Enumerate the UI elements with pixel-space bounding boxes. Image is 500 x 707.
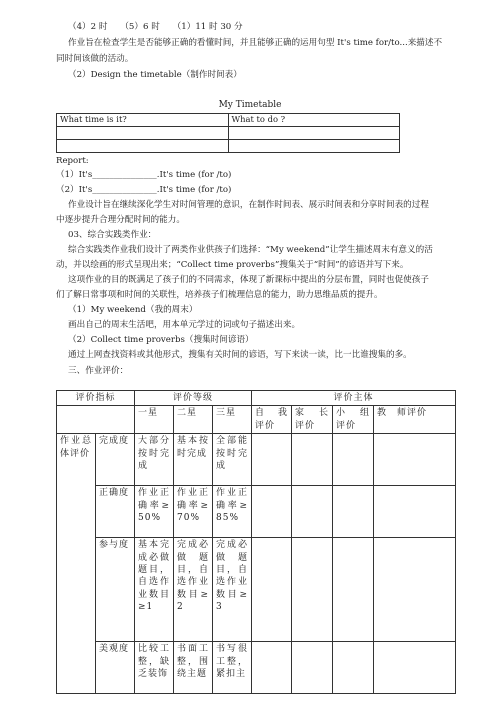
star3-desc: 全部能按时完成 (213, 434, 252, 486)
text-line-m2: 中逐步提升合理分配时间的能力。 (56, 215, 185, 225)
timetable-header-time: What time is it? (57, 114, 229, 127)
text-line-m10: （2）Collect time proverbs（搜集时间谚语） (68, 335, 254, 345)
text-line-m3: 03、综合实践类作业： (68, 230, 157, 240)
star3-desc: 书写很工整，紧扣主 (213, 642, 252, 694)
teacher-eval-cell (374, 486, 456, 538)
overall-eval-label: 作业总体评价 (57, 434, 96, 694)
star3-desc: 作业正确率≥85% (213, 486, 252, 538)
header-star-2: 二星 (174, 406, 213, 434)
star1-desc: 比较工整，缺乏装饰 (135, 642, 174, 694)
report-label: Report: (56, 156, 89, 166)
header-grade: 评价等级 (135, 391, 252, 406)
text-line-m5: 动，并以绘画的形式呈现出来；“Collect time proverbs”搜集关于“时间”的谚语并写下来。 (56, 260, 409, 270)
header-parent-eval: 家 长评价 (292, 406, 333, 434)
parent-eval-cell (292, 486, 333, 538)
star2-desc: 书面工整，围绕主题 (174, 642, 213, 694)
header-star-3: 三星 (213, 406, 252, 434)
criterion-name: 参与度 (96, 538, 135, 642)
self-eval-cell (252, 486, 292, 538)
header-indicator: 评价指标 (57, 391, 135, 406)
star1-desc: 大部分按时完成 (135, 434, 174, 486)
group-eval-cell (333, 642, 374, 694)
report-line-1: （1）It's_______________.It's time (for /to) (56, 170, 232, 180)
report-line-2: （2）It's_______________.It's time (for /to) (56, 185, 232, 195)
criterion-name: 完成度 (96, 434, 135, 486)
text-line-m4: 综合实践类作业我们设计了两类作业供孩子们选择：“My weekend”让学生描述周末有意义的活 (68, 245, 433, 255)
parent-eval-cell (292, 538, 333, 642)
group-eval-cell (333, 434, 374, 486)
timetable-header-todo: What to do ? (228, 114, 400, 127)
text-line-m1: 作业设计旨在继续深化学生对时间管理的意识，在制作时间表、展示时间表和分享时间表的过程 (68, 200, 429, 210)
self-eval-cell (252, 538, 292, 642)
teacher-eval-cell (374, 538, 456, 642)
self-eval-cell (252, 434, 292, 486)
timetable-cell (228, 140, 400, 153)
self-eval-cell (252, 642, 292, 694)
text-line-m8: （1）My weekend（我的周末） (68, 305, 198, 315)
timetable-cell (57, 140, 229, 153)
timetable-cell (57, 127, 229, 140)
criterion-name: 正确度 (96, 486, 135, 538)
evaluation-table (56, 390, 456, 694)
text-line-m7: 们了解日常事项和时间的关联性，培养孩子们梳理信息的能力，助力思维品质的提升。 (56, 290, 383, 300)
parent-eval-cell (292, 434, 333, 486)
header-group-eval: 小 组评价 (333, 406, 374, 434)
timetable-table (56, 113, 400, 153)
timetable-cell (228, 127, 400, 140)
star3-desc: 完成必做题目，自选作业数目≥3 (213, 538, 252, 642)
text-line-4: （2）Design the timetable（制作时间表） (68, 70, 242, 80)
header-star-1: 一星 (135, 406, 174, 434)
timetable-title: My Timetable (218, 100, 282, 110)
text-line-m9: 画出自己的周末生活吧，用本单元学过的词或句子描述出来。 (68, 320, 301, 330)
star2-desc: 基本按时完成 (174, 434, 213, 486)
star2-desc: 作业正确率≥70% (174, 486, 213, 538)
header-subject: 评价主体 (252, 391, 456, 406)
text-line-m6: 这项作业的目的既满足了孩子们的不同需求，体现了新课标中提出的分层布置，同时也促使孩子 (68, 275, 429, 285)
parent-eval-cell (292, 642, 333, 694)
text-line-1: （4）2 时 （5）6 时 （1）11 时 30 分 (68, 22, 243, 32)
text-line-m11: 通过上网查找资料或其他形式，搜集有关时间的谚语，写下来读一读，比一比谁搜集的多。 (68, 350, 412, 360)
header-teacher-eval: 教 师评价 (374, 406, 456, 434)
star1-desc: 基本完成必做题目，自选作业数目≥1 (135, 538, 174, 642)
text-line-m12: 三、作业评价： (68, 366, 129, 376)
header-self-eval: 自 我评价 (252, 406, 292, 434)
teacher-eval-cell (374, 642, 456, 694)
star1-desc: 作业正确率≥50% (135, 486, 174, 538)
text-line-3: 同时间该做的活动。 (56, 54, 134, 64)
group-eval-cell (333, 538, 374, 642)
group-eval-cell (333, 486, 374, 538)
text-line-2: 作业旨在检查学生是否能够正确的看懂时间，并且能够正确的运用句型 It's time for/to...来描述不 (68, 38, 443, 48)
indicator-blank (57, 406, 135, 434)
criterion-name: 美观度 (96, 642, 135, 694)
star2-desc: 完成必做题目，自选作业数目≥2 (174, 538, 213, 642)
teacher-eval-cell (374, 434, 456, 486)
